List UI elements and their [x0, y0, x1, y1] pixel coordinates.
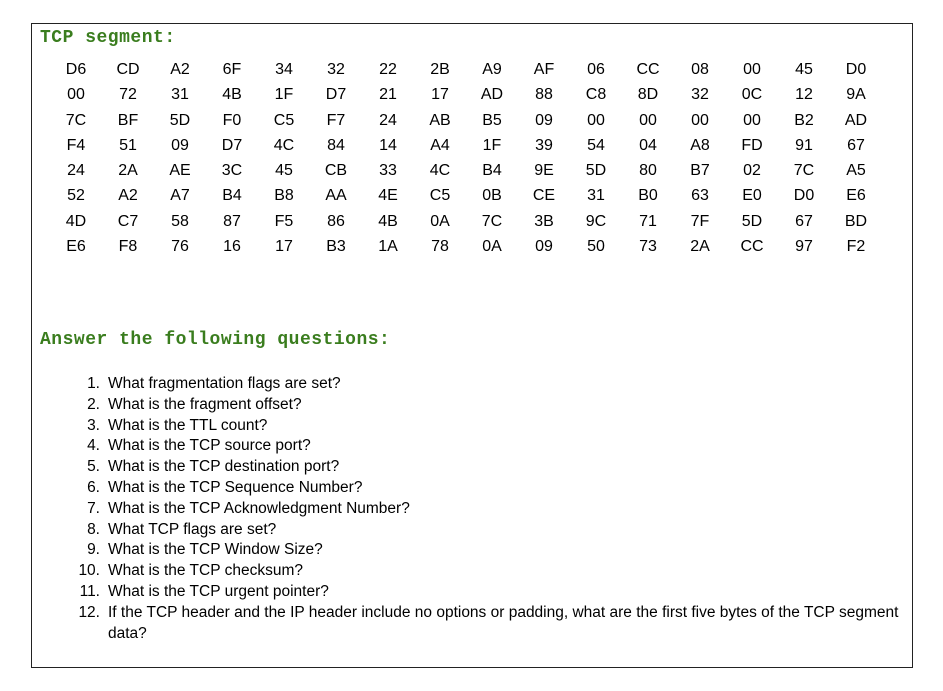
- hex-byte: 4C: [273, 136, 295, 154]
- question-text: What fragmentation flags are set?: [108, 375, 341, 392]
- hex-byte: 7C: [65, 111, 87, 129]
- hex-byte: D7: [325, 86, 347, 104]
- question-item: [68, 603, 908, 645]
- hex-byte: 7C: [481, 212, 503, 230]
- hex-byte: 5D: [585, 162, 607, 180]
- hex-byte: 9E: [534, 162, 554, 180]
- hex-byte: 09: [535, 111, 553, 129]
- hex-byte: E6: [66, 238, 86, 256]
- hex-byte: 78: [431, 238, 449, 256]
- question-text: What is the TCP checksum?: [108, 562, 303, 580]
- hex-byte: CB: [324, 162, 348, 180]
- question-item: [68, 561, 908, 582]
- question-item: [68, 499, 908, 520]
- question-item: [68, 520, 908, 541]
- question-text: What is the fragment offset?: [108, 395, 302, 413]
- hex-byte: B8: [274, 187, 294, 205]
- hex-byte: 72: [119, 86, 137, 104]
- hex-byte: F2: [846, 238, 866, 256]
- hex-byte: F4: [66, 136, 86, 154]
- question-number: 1.: [87, 375, 100, 392]
- question-text: What is the TCP Window Size?: [108, 541, 323, 559]
- hex-byte: 02: [743, 162, 761, 180]
- question-item: [68, 395, 908, 416]
- hex-byte: 00: [743, 111, 761, 129]
- hex-byte: D7: [221, 136, 243, 154]
- hex-byte: 09: [535, 238, 553, 256]
- hex-byte: 31: [171, 86, 189, 104]
- hex-byte: 00: [587, 111, 605, 129]
- hex-byte: 33: [379, 162, 397, 180]
- hex-byte: 2A: [690, 238, 710, 256]
- hex-byte: 1A: [378, 238, 398, 256]
- hex-byte: B0: [638, 187, 658, 205]
- question-item: [68, 582, 908, 603]
- hex-byte: 5D: [741, 212, 763, 230]
- hex-byte: 1F: [482, 136, 502, 154]
- hex-byte: B4: [222, 187, 242, 205]
- hex-byte: A7: [170, 187, 190, 205]
- hex-byte: 45: [795, 61, 813, 78]
- hex-byte: 2B: [430, 61, 450, 78]
- tcp-segment-title: TCP segment:: [40, 28, 176, 48]
- hex-byte: 4C: [429, 162, 451, 180]
- hex-byte: D0: [793, 187, 815, 205]
- hex-byte: 14: [379, 136, 397, 154]
- hex-byte: 3B: [534, 212, 554, 230]
- hex-byte: 2A: [118, 162, 138, 180]
- question-text: What is the TCP urgent pointer?: [108, 582, 329, 600]
- question-item: [68, 374, 908, 395]
- hex-byte: B4: [482, 162, 502, 180]
- hex-byte: 45: [275, 162, 293, 180]
- hex-byte: 52: [67, 187, 85, 205]
- hex-byte: A2: [170, 61, 190, 78]
- hex-byte: 84: [327, 136, 345, 154]
- hex-byte: AF: [533, 61, 555, 78]
- question-item: [68, 416, 908, 437]
- hex-byte: 5D: [169, 111, 191, 129]
- hex-byte: 9C: [585, 212, 607, 230]
- hex-byte: 9A: [846, 86, 866, 104]
- hex-byte: 24: [379, 111, 397, 129]
- hex-byte: 71: [639, 212, 657, 230]
- hex-byte: AA: [325, 187, 347, 205]
- question-text: What is the TCP Acknowledgment Number?: [108, 499, 410, 517]
- hex-byte: A8: [690, 136, 710, 154]
- question-number: 11.: [79, 582, 100, 600]
- hex-byte: F7: [326, 111, 346, 129]
- hex-byte: C7: [117, 212, 139, 230]
- hex-byte: 67: [847, 136, 865, 154]
- hex-byte: B2: [794, 111, 814, 129]
- hex-byte: 3C: [221, 162, 243, 180]
- hex-byte: 17: [431, 86, 449, 104]
- question-number: 10.: [78, 562, 100, 580]
- hex-byte: AB: [429, 111, 451, 129]
- hex-byte: 08: [691, 61, 709, 78]
- hex-byte: 54: [587, 136, 605, 154]
- question-number: 6.: [87, 478, 100, 496]
- question-item: [68, 436, 908, 457]
- hex-byte: 22: [379, 61, 397, 78]
- hex-byte: 58: [171, 212, 189, 230]
- hex-byte: 1F: [274, 86, 294, 104]
- question-number: 8.: [87, 520, 100, 538]
- hex-byte: F0: [222, 111, 242, 129]
- hex-byte: CC: [636, 61, 660, 78]
- hex-byte: F8: [118, 238, 138, 256]
- hex-byte: 4B: [222, 86, 242, 104]
- hex-byte: E6: [846, 187, 866, 205]
- question-text: What is the TCP destination port?: [108, 458, 340, 476]
- hex-byte: 16: [223, 238, 241, 256]
- hex-byte: 39: [535, 136, 553, 154]
- question-number: 4.: [87, 437, 100, 455]
- hex-byte: C8: [585, 86, 607, 104]
- question-number: 12.: [78, 603, 100, 621]
- hex-byte: B3: [326, 238, 346, 256]
- hex-byte: 6F: [222, 61, 242, 78]
- hex-byte: 50: [587, 238, 605, 256]
- hex-byte: D0: [845, 61, 867, 78]
- question-list: [68, 374, 908, 644]
- hex-byte: F5: [274, 212, 294, 230]
- hex-byte: 32: [691, 86, 709, 104]
- hex-byte: 0B: [482, 187, 502, 205]
- question-number: 9.: [87, 541, 100, 559]
- hex-byte: 32: [327, 61, 345, 78]
- hex-byte: 31: [587, 187, 605, 205]
- hex-byte: 8D: [637, 86, 659, 104]
- hex-dump-grid: [50, 57, 882, 259]
- hex-byte: A4: [430, 136, 450, 154]
- question-item: [68, 478, 908, 499]
- hex-byte: FD: [741, 136, 763, 154]
- hex-byte: A5: [846, 162, 866, 180]
- hex-byte: AD: [480, 86, 504, 104]
- hex-byte: AD: [844, 111, 868, 129]
- hex-byte: 76: [171, 238, 189, 256]
- hex-byte: 88: [535, 86, 553, 104]
- hex-byte: 63: [691, 187, 709, 205]
- hex-byte: D6: [65, 61, 87, 78]
- hex-byte: 34: [275, 61, 293, 78]
- question-number: 5.: [87, 458, 100, 476]
- hex-byte: 87: [223, 212, 241, 230]
- hex-byte: E0: [742, 187, 762, 205]
- hex-byte: 51: [119, 136, 137, 154]
- hex-byte: 97: [795, 238, 813, 256]
- hex-byte: B7: [690, 162, 710, 180]
- hex-byte: CD: [116, 61, 140, 78]
- question-text: What is the TCP Sequence Number?: [108, 478, 363, 496]
- hex-byte: 7C: [793, 162, 815, 180]
- document-frame: [31, 23, 913, 668]
- hex-byte: 4B: [378, 212, 398, 230]
- hex-byte: CC: [740, 238, 764, 256]
- question-text: What is the TTL count?: [108, 416, 268, 434]
- hex-byte: 09: [171, 136, 189, 154]
- question-number: 2.: [87, 395, 100, 413]
- hex-byte: 17: [275, 238, 293, 256]
- hex-byte: CE: [532, 187, 556, 205]
- hex-byte: 91: [795, 136, 813, 154]
- hex-byte: AE: [169, 162, 191, 180]
- hex-byte: 86: [327, 212, 345, 230]
- hex-byte: 00: [67, 86, 85, 104]
- hex-byte: BF: [117, 111, 139, 129]
- hex-byte: 12: [795, 86, 813, 104]
- hex-byte: BD: [844, 212, 868, 230]
- hex-byte: 04: [639, 136, 657, 154]
- hex-byte: 0A: [482, 238, 502, 256]
- hex-byte: 0A: [430, 212, 450, 230]
- question-number: 7.: [87, 499, 100, 517]
- question-text: What is the TCP source port?: [108, 437, 311, 455]
- hex-byte: 4E: [378, 187, 398, 205]
- questions-title: Answer the following questions:: [40, 330, 391, 350]
- hex-byte: 21: [379, 86, 397, 104]
- hex-byte: 00: [691, 111, 709, 129]
- hex-byte: 0C: [741, 86, 763, 104]
- hex-byte: 00: [639, 111, 657, 129]
- question-text: If the TCP header and the IP header include no options or padding, what are the first five bytes of the TCP segment data?: [108, 603, 899, 642]
- hex-byte: 80: [639, 162, 657, 180]
- hex-byte: 00: [743, 61, 761, 78]
- hex-byte: 7F: [690, 212, 710, 230]
- hex-byte: 06: [587, 61, 605, 78]
- hex-byte: 4D: [65, 212, 87, 230]
- question-number: 3.: [87, 416, 100, 434]
- question-text: What TCP flags are set?: [108, 520, 277, 538]
- hex-byte: C5: [273, 111, 295, 129]
- hex-byte: B5: [482, 111, 502, 129]
- hex-byte: 67: [795, 212, 813, 230]
- hex-byte: A9: [482, 61, 502, 78]
- question-item: [68, 540, 908, 561]
- hex-byte: 73: [639, 238, 657, 256]
- question-item: [68, 457, 908, 478]
- hex-byte: C5: [429, 187, 451, 205]
- hex-byte: 24: [67, 162, 85, 180]
- hex-byte: A2: [118, 187, 138, 205]
